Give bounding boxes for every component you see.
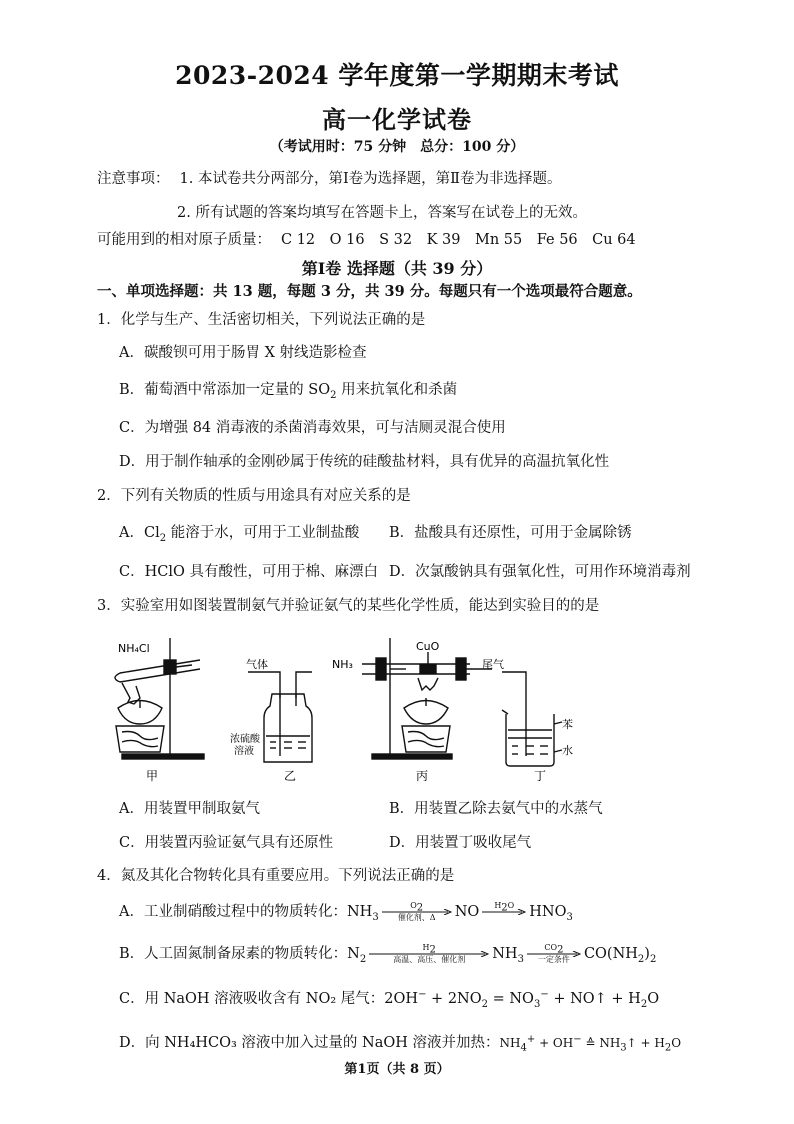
fig-label-water: 水 <box>562 744 573 757</box>
fig-label-gas: 气体 <box>246 658 268 671</box>
q4-option-c-pre: C．用 NaOH 溶液吸收含有 NO₂ 尾气： <box>119 991 385 1007</box>
q4-stem: 4．氮及其化合物转化具有重要应用。下列说法正确的是 <box>97 868 455 884</box>
notes-line-1 <box>97 167 562 188</box>
q1-option-b-pre: B．葡萄酒中常添加一定量的 <box>119 382 304 398</box>
q3-option-b: B．用装置乙除去氨气中的水蒸气 <box>389 801 603 817</box>
apparatus-yi <box>248 672 312 762</box>
fig-label-yi: 乙 <box>284 769 297 783</box>
apparatus-ding <box>502 672 562 766</box>
q4b-arrow-1-cond: 高温、高压、催化剂 <box>393 955 466 964</box>
atomic-mass-line <box>97 228 636 249</box>
q4b-arrow-1: $H_2$ 高温、高压、催化剂 <box>369 951 489 957</box>
exam-info: （考试用时：75 分钟 总分：100 分） <box>269 139 525 155</box>
q2-stem: 2．下列有关物质的性质与用途具有对应关系的是 <box>97 488 411 504</box>
fig-label-tail: 尾气 <box>482 658 504 671</box>
notes-item-2: 2. 所有试题的答案均填写在答题卡上，答案写在试卷上的无效。 <box>177 205 587 221</box>
q3-option-d: D．用装置丁吸收尾气 <box>389 835 532 851</box>
q4a-arrow-2: $H_2O$ <box>482 909 526 915</box>
q4-option-b: B．人工固氮制备尿素的物质转化：$N_2$ $H_2$ 高温、高压、催化剂 $NH_3$ $CO_2$ 一定条件 $CO(NH_2)_2$ <box>119 943 657 965</box>
q4b-arrow-2: $CO_2$ 一定条件 <box>527 951 581 957</box>
q4-option-d: D．向 NH₄HCO₃ 溶液中加入过量的 NaOH 溶液并加热：$NH_4^+ + OH^-$ ≙ $NH_3↑ + H_2O$ <box>119 1034 682 1054</box>
q2-option-a: A．$Cl_2$ 能溶于水，可用于工业制盐酸 <box>119 525 360 544</box>
fig-label-jia: 甲 <box>146 769 159 783</box>
q3-stem: 3．实验室用如图装置制氨气并验证氨气的某些化学性质，能达到实验目的的是 <box>97 598 600 614</box>
q1-option-b: B．葡萄酒中常添加一定量的 $SO_2$ 用来抗氧化和杀菌 <box>119 382 458 401</box>
fig-label-cuo: CuO <box>416 640 440 653</box>
q1-option-b-post: 用来抗氧化和杀菌 <box>341 382 458 398</box>
q1-stem: 1．化学与生产、生活密切相关，下列说法正确的是 <box>97 312 426 328</box>
apparatus-jia <box>115 638 204 759</box>
q2-option-b: B．盐酸具有还原性，可用于金属除锈 <box>389 525 632 541</box>
q1-option-d: D．用于制作轴承的金刚砂属于传统的硅酸盐材料，具有优异的高温抗氧化性 <box>119 454 610 470</box>
q3-option-a: A．用装置甲制取氨气 <box>119 801 260 817</box>
fig-label-benzene: 苯 <box>562 718 573 731</box>
apparatus-figure <box>100 638 680 788</box>
notes-label: 注意事项： <box>97 171 170 187</box>
q1-option-a: A．碳酸钡可用于肠胃 X 射线造影检查 <box>119 345 367 361</box>
q3-option-c: C．用装置丙验证氨气具有还原性 <box>119 835 334 851</box>
q2-option-c: C．HClO 具有酸性，可用于棉、麻漂白 <box>119 564 378 580</box>
section-title: 第Ⅰ卷 选择题（共 39 分） <box>301 259 493 278</box>
fig-label-solution: 溶液 <box>234 746 254 757</box>
q4-option-d-pre: D．向 NH₄HCO₃ 溶液中加入过量的 NaOH 溶液并加热： <box>119 1035 500 1051</box>
fig-label-conc-h2so4: 浓硫酸 <box>230 734 260 745</box>
q4a-arrow-1-cond: 催化剂、Δ <box>397 913 436 922</box>
notes-item-1: 1. 本试卷共分两部分，第Ⅰ卷为选择题，第Ⅱ卷为非选择题。 <box>179 171 562 187</box>
q4-option-c: C．用 NaOH 溶液吸收含有 NO₂ 尾气：$2OH^- + 2NO_2 = NO_3^-$ + NO↑ + $H_2O$ <box>119 989 660 1010</box>
section-instruction: 一、单项选择题：共 13 题，每题 3 分，共 39 分。每题只有一个选项最符合题意。 <box>97 283 642 300</box>
q1-option-c: C．为增强 84 消毒液的杀菌消毒效果，可与洁厕灵混合使用 <box>119 420 506 436</box>
q4-option-b-pre: B．人工固氮制备尿素的物质转化： <box>119 946 348 962</box>
fig-label-nh3: NH₃ <box>332 658 353 671</box>
q2-option-d: D．次氯酸钠具有强氧化性，可用作环境消毒剂 <box>389 564 691 580</box>
q2-option-a-post: 能溶于水，可用于工业制盐酸 <box>170 525 360 541</box>
fig-label-ding: 丁 <box>534 769 547 783</box>
atomic-label: 可能用到的相对原子质量： <box>97 232 271 248</box>
q4-option-a: A．工业制硝酸过程中的物质转化：$NH_3$ $O_2$ 催化剂、Δ NO $H_2O$ $HNO_3$ <box>119 901 573 923</box>
fig-label-bing: 丙 <box>416 769 429 783</box>
q4-option-a-pre: A．工业制硝酸过程中的物质转化： <box>119 904 347 920</box>
page-footer: 第1页（共 8 页） <box>344 1062 450 1077</box>
fig-label-nh4cl: NH₄Cl <box>118 642 150 655</box>
exam-subtitle: 高一化学试卷 <box>322 105 472 134</box>
apparatus-bing <box>362 638 492 759</box>
q4b-arrow-2-cond: 一定条件 <box>537 955 570 964</box>
q4a-arrow-1: $O_2$ 催化剂、Δ <box>382 909 452 915</box>
atomic-values: C 12 O 16 S 32 K 39 Mn 55 Fe 56 Cu 64 <box>281 232 636 248</box>
exam-title: 2023-2024 学年度第一学期期末考试 <box>175 61 619 90</box>
